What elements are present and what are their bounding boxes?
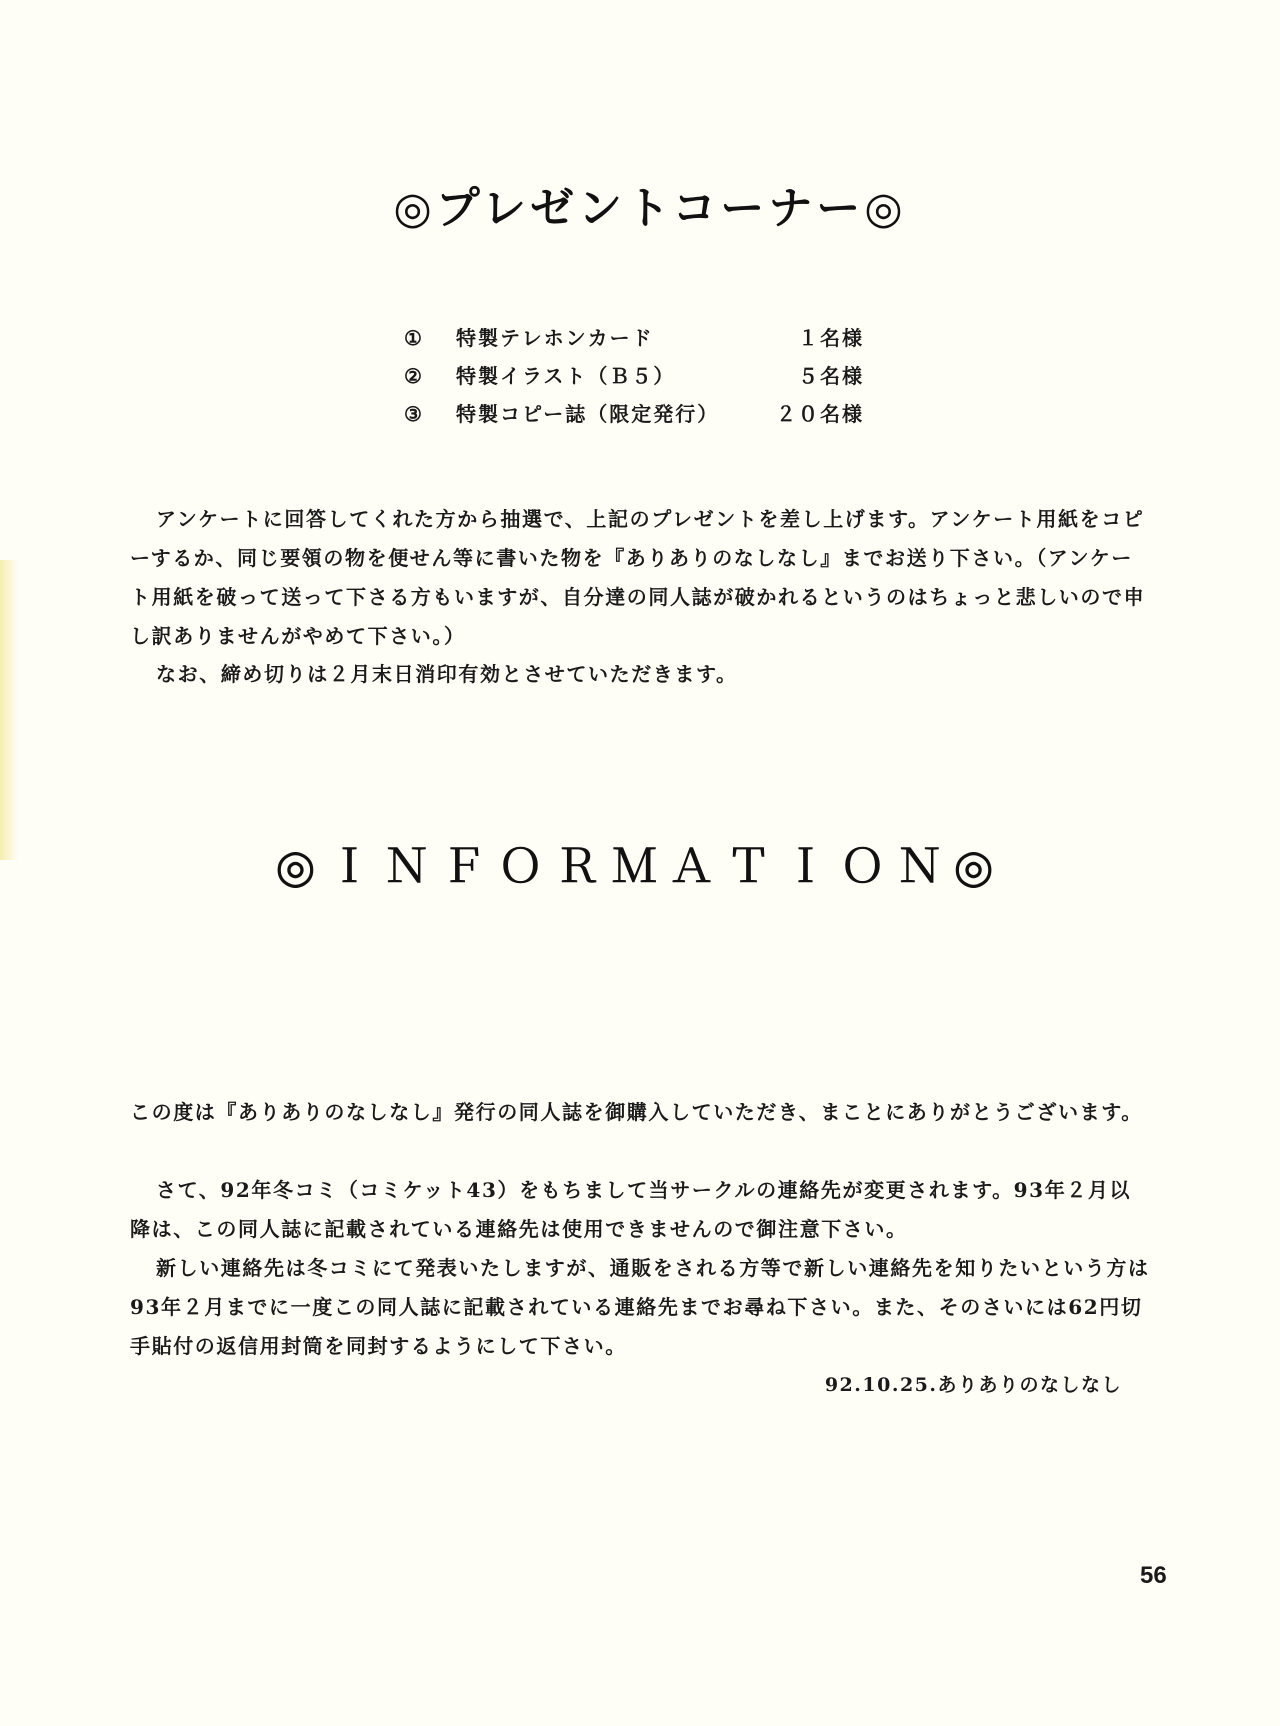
- present-corner-title: ◎プレゼントコーナー◎: [393, 183, 907, 234]
- prize-name: 特製イラスト（Ｂ５）: [456, 364, 676, 388]
- paper-edge-tint: [0, 560, 18, 860]
- prize-number: ②: [404, 364, 424, 388]
- present-body-text: アンケートに回答してくれた方から抽選で、上記のプレゼントを差し上げます。アンケート用紙をコピーするか、同じ要領の物を便せん等に書いた物を『ありありのなしなし』までお送り下さい。（アンケート用紙を破って送って下さる方もいますが、自分達の同人誌が破かれるというのはちょっと悲しいので申し訳ありませんがやめて下さい。）: [130, 507, 1146, 648]
- page-number: 56: [1140, 1562, 1167, 1589]
- deadline-text: なお、締め切りは２月末日消印有効とさせていただきます。: [156, 662, 738, 686]
- information-paragraph: さて、92年冬コミ（コミケット43）をもちまして当サークルの連絡先が変更されます。93年２月以降は、この同人誌に記載されている連絡先は使用できませんので御注意下さい。: [130, 1178, 1132, 1241]
- prize-count: １名様: [798, 326, 864, 350]
- prize-item: [404, 322, 864, 360]
- prize-list: [404, 322, 864, 436]
- prize-item: [404, 398, 864, 436]
- prize-number: ③: [404, 402, 424, 426]
- prize-count: ５名様: [798, 364, 864, 388]
- prize-count: ２０名様: [776, 402, 864, 426]
- prize-name: 特製コピー誌（限定発行）: [456, 402, 720, 426]
- prize-name: 特製テレホンカード: [456, 326, 654, 350]
- prize-number: ①: [404, 326, 424, 350]
- information-paragraph: 新しい連絡先は冬コミにて発表いたしますが、通販をされる方等で新しい連絡先を知りたいという方は93年２月までに一度この同人誌に記載されている連絡先までお尋ね下さい。また、そのさいには62円切手貼付の返信用封筒を同封するようにして下さい。: [130, 1256, 1150, 1358]
- prize-item: [404, 360, 864, 398]
- signature-date: 92.10.25.ありありのなしなし: [824, 1374, 1122, 1396]
- information-paragraph: この度は『ありありのなしなし』発行の同人誌を御購入していただき、まことにありがとうございます。: [130, 1100, 1143, 1124]
- information-title: ◎ＩＮＦＯＲＭＡＴＩＯＮ◎: [275, 841, 1005, 892]
